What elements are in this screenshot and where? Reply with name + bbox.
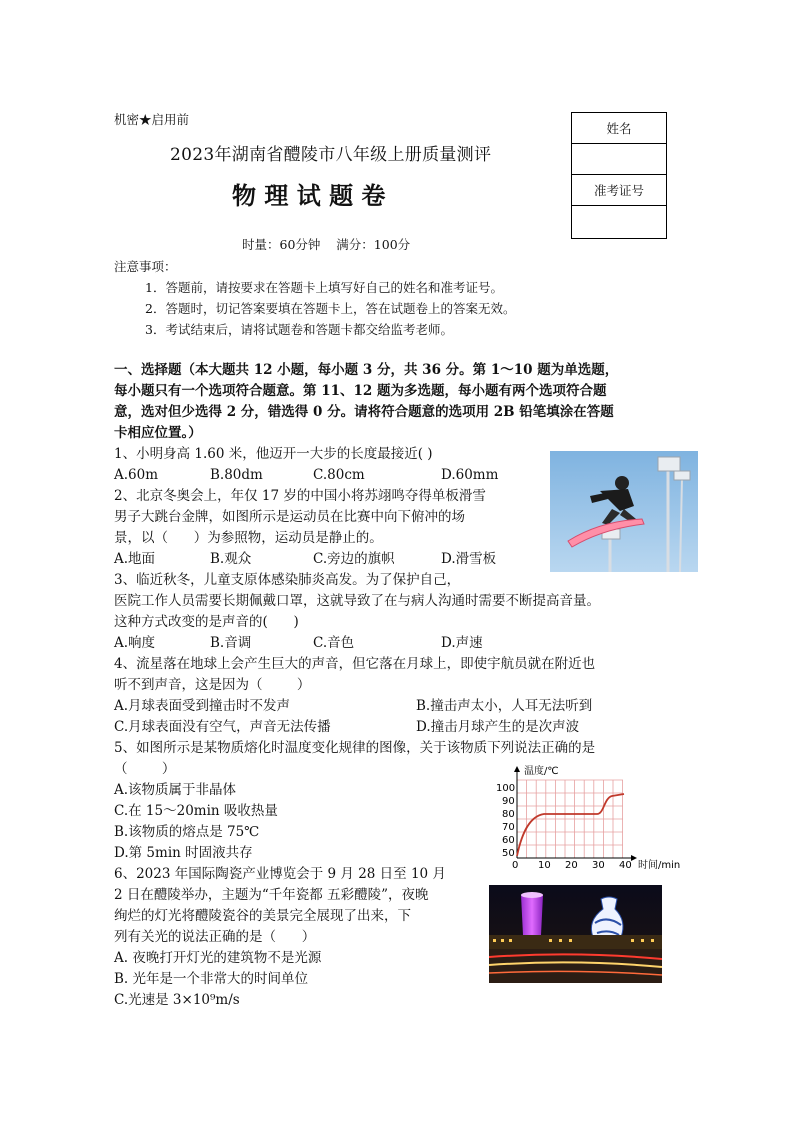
question-4-line: 4、流星落在地球上会产生巨大的声音，但它落在月球上，即使宇航员就在附近也 xyxy=(114,656,596,672)
question-5-line: 5、如图所示是某物质熔化时温度变化规律的图像，关于该物质下列说法正确的是 xyxy=(114,740,596,756)
id-field[interactable] xyxy=(572,206,666,238)
question-2-line: 男子大跳台金牌，如图所示是运动员在比赛中向下俯冲的场 xyxy=(114,509,465,525)
question-6-line: 6、2023 年国际陶瓷产业博览会于 9 月 28 日至 10 月 xyxy=(114,866,446,882)
q6-option-a: A. 夜晚打开灯光的建筑物不是光源 xyxy=(114,950,322,966)
q1-option-c: C.80cm xyxy=(313,467,365,483)
q5-option-b: B.该物质的熔点是 75℃ xyxy=(114,824,260,840)
id-label: 准考证号 xyxy=(572,175,666,206)
x-tick-label: 0 xyxy=(512,860,519,871)
question-3-line: 这种方式改变的是声音的( ) xyxy=(114,614,299,630)
temperature-curve xyxy=(517,794,624,856)
question-3-line: 医院工作人员需要长期佩戴口罩，这就导致了在与病人沟通时需要不断提高音量。 xyxy=(114,593,600,609)
section-heading-line: 一、选择题（本大题共 12 小题，每小题 3 分，共 36 分。第 1～10 题为单选题， xyxy=(114,362,619,378)
y-tick-label: 90 xyxy=(502,796,515,807)
candidate-info-box xyxy=(571,112,667,239)
note-item: 1．答题前，请按要求在答题卡上填写好自己的姓名和准考证号。 xyxy=(145,280,503,295)
y-tick-label: 50 xyxy=(502,848,515,859)
section-heading-line: 意，选对但少选得 2 分，错选得 0 分。请将符合题意的选项用 2B 铅笔填涂在答题 xyxy=(114,404,614,420)
q3-option-b: B.音调 xyxy=(210,635,252,651)
melting-graph xyxy=(486,760,691,872)
ceramics-valley-night-image xyxy=(489,885,662,983)
q5-option-a: A.该物质属于非晶体 xyxy=(114,782,237,798)
secret-label: 机密★启用前 xyxy=(114,112,190,127)
y-tick-label: 60 xyxy=(502,835,515,846)
question-6-line: 列有关光的说法正确的是（ ） xyxy=(114,929,316,945)
x-tick-label: 20 xyxy=(565,860,578,871)
q1-option-a: A.60m xyxy=(114,467,159,483)
name-field[interactable] xyxy=(572,144,666,175)
section-heading-line: 卡相应位置。） xyxy=(114,425,202,441)
question-2-line: 景，以（ ）为参照物，运动员是静止的。 xyxy=(114,530,383,546)
question-3-line: 3、临近秋冬，儿童支原体感染肺炎高发。为了保护自己， xyxy=(114,572,461,588)
notes-heading: 注意事项： xyxy=(114,259,177,274)
y-tick-label: 80 xyxy=(502,809,515,820)
q5-option-c: C.在 15～20min 吸收热量 xyxy=(114,803,278,819)
exam-title: 2023年湖南省醴陵市八年级上册质量测评 xyxy=(170,145,492,165)
q3-option-c: C.音色 xyxy=(313,635,355,651)
subject-title: 物 理 试 题 卷 xyxy=(232,181,386,210)
q1-option-b: B.80dm xyxy=(210,467,263,483)
y-axis-unit: 温度/℃ xyxy=(524,766,559,777)
question-6-line: 2 日在醴陵举办，主题为“千年瓷都 五彩醴陵”，夜晚 xyxy=(114,887,429,903)
q4-option-b: B.撞击声太小，人耳无法听到 xyxy=(416,698,593,714)
question-5-line: （ ） xyxy=(114,761,176,777)
question-4-line: 听不到声音，这是因为（ ） xyxy=(114,677,311,693)
q3-option-d: D.声速 xyxy=(441,635,483,651)
section-heading-line: 每小题只有一个选项符合题意。第 11、12 题为多选题，每小题有两个选项符合题 xyxy=(114,383,607,399)
q1-option-d: D.60mm xyxy=(441,467,499,483)
x-tick-label: 40 xyxy=(619,860,632,871)
x-axis-unit: 时间/min xyxy=(638,860,681,871)
question-1-stem: 1、小明身高 1.60 米，他迈开一大步的长度最接近( ) xyxy=(114,446,433,462)
y-tick-label: 100 xyxy=(496,783,516,794)
q2-option-b: B.观众 xyxy=(210,551,252,567)
time-info: 时量：60分钟 满分：100分 xyxy=(242,237,411,252)
note-item: 2．答题时，切记答案要填在答题卡上，答在试题卷上的答案无效。 xyxy=(145,301,516,316)
snowboarder-image xyxy=(550,451,698,572)
q4-option-d: D.撞击月球产生的是次声波 xyxy=(416,719,580,735)
q5-option-d: D.第 5min 时固液共存 xyxy=(114,845,253,861)
q2-option-c: C.旁边的旗帜 xyxy=(313,551,395,567)
x-tick-label: 10 xyxy=(538,860,551,871)
question-2-line: 2、北京冬奥会上，年仅 17 岁的中国小将苏翊鸣夺得单板滑雪 xyxy=(114,488,486,504)
note-item: 3．考试结束后，请将试题卷和答题卡都交给监考老师。 xyxy=(145,322,453,337)
q3-option-a: A.响度 xyxy=(114,635,156,651)
q4-option-a: A.月球表面受到撞击时不发声 xyxy=(114,698,291,714)
q2-option-d: D.滑雪板 xyxy=(441,551,497,567)
x-tick-label: 30 xyxy=(592,860,605,871)
q6-option-c: C.光速是 3×10⁹m/s xyxy=(114,992,240,1008)
q6-option-b: B. 光年是一个非常大的时间单位 xyxy=(114,971,309,987)
question-6-line: 绚烂的灯光将醴陵瓷谷的美景完全展现了出来，下 xyxy=(114,908,411,924)
q4-option-c: C.月球表面没有空气，声音无法传播 xyxy=(114,719,331,735)
q2-option-a: A.地面 xyxy=(114,551,156,567)
name-label: 姓名 xyxy=(572,113,666,144)
y-tick-label: 70 xyxy=(502,822,515,833)
